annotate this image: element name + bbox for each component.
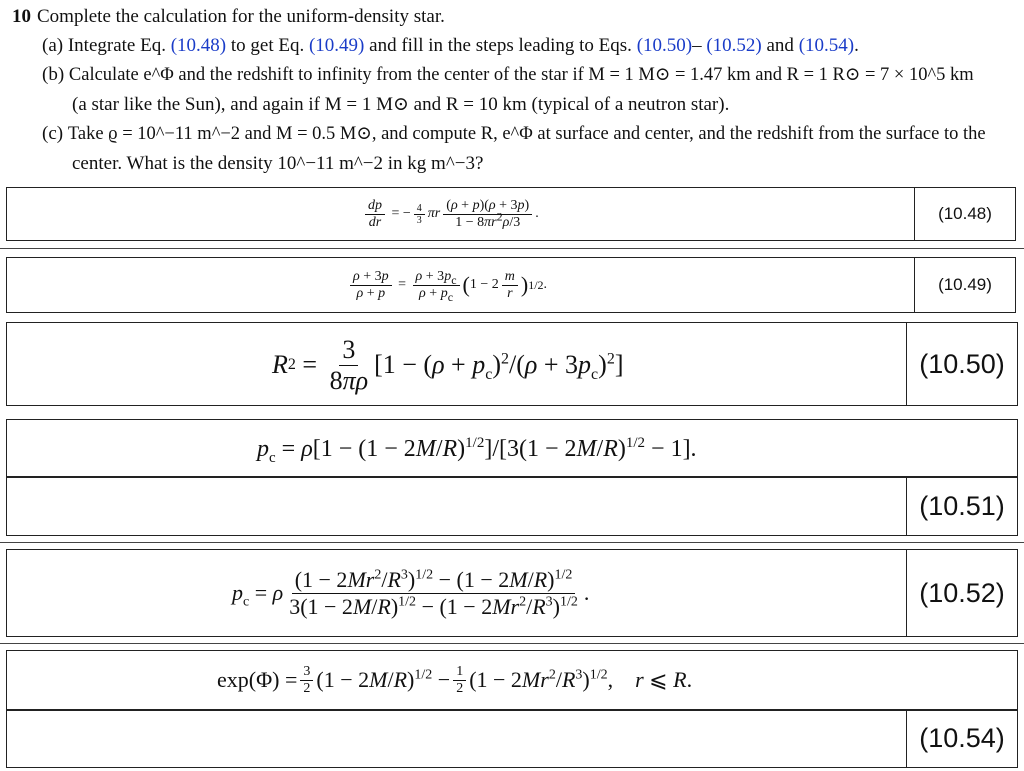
divider: [0, 643, 1024, 644]
part-a-text: .: [854, 35, 859, 56]
eq-ref-10-52[interactable]: (10.52): [706, 35, 762, 56]
part-a-text: Integrate Eq.: [67, 35, 171, 56]
eq-ref-10-50[interactable]: (10.50): [636, 35, 693, 56]
part-b-line1: Calculate e^Φ and the redshift to infinity from the center of the star if M = 1 M⊙ = 1.47 km and R = 1 R⊙ = 7 × 10^5 km: [68, 65, 974, 85]
equation-number: (10.50): [906, 323, 1017, 405]
equation-10-54: exp(Φ) = $\frac{3}{2}$ $(1 - 2M/R)^{1/2}$ − $\frac{1}{2}$ $(1 - 2Mr^2/R^3)^{1/2}$, r ⩽ R.: [217, 663, 693, 696]
equation-10-52: $p_c = \rho$ $\frac{(1 - 2Mr^2/R^3)^{1/2} - (1 - 2M/R)^{1/2}}{3(1 - 2M/R)^{1/2} - (1 - 2Mr^2/R^3)^{1/2}}$ .: [232, 566, 590, 619]
equation-number: (10.52): [906, 550, 1017, 636]
equation-box-10-50: [6, 322, 1018, 406]
problem-statement: [12, 2, 1017, 178]
problem-title-line: [12, 2, 1017, 31]
equation-10-48: $\frac{dp}{dr}$ = − $\frac{4}{3}$ πr $\frac{(\rho + p)(\rho + 3p)}{1 - 8\pi r^2\rho/3}$ .: [362, 190, 539, 238]
part-b-line2: (a star like the Sun), and again if M = 1 M⊙ and R = 10 km (typical of a neutron star).: [72, 94, 730, 115]
part-c: [12, 119, 1017, 149]
eq-ref-10-54[interactable]: (10.54): [798, 35, 855, 56]
part-b: [12, 60, 1017, 90]
part-a-label: (a): [42, 35, 64, 56]
equation-box-10-52: [6, 549, 1018, 637]
equation-box-10-51: [6, 419, 1018, 536]
part-a-text: and: [761, 35, 799, 56]
divider: [0, 542, 1024, 543]
part-c-label: (c): [42, 123, 64, 144]
equation-box-10-54: [6, 650, 1018, 768]
part-a-text: –: [692, 35, 707, 56]
equation-10-49: $\frac{\rho + 3p}{\rho + p}$ = $\frac{\rho + 3p_c}{\rho + p_c}$ ( 1 − 2 $\frac{m}{r}$ ) 1/2 .: [347, 260, 547, 310]
equation-box-10-48: [6, 187, 1016, 241]
part-b-label: (b): [42, 64, 65, 85]
eq-ref-10-48[interactable]: (10.48): [170, 35, 227, 56]
problem-title: Complete the calculation for the uniform-density star.: [37, 6, 445, 27]
equation-row-divider: [7, 476, 1017, 478]
divider: [0, 248, 1024, 249]
eq-ref-10-49[interactable]: (10.49): [308, 35, 365, 56]
equation-number: (10.48): [914, 188, 1015, 240]
equation-10-51: $p_c = \rho[1 - (1 - 2M/R)^{1/2}]/[3(1 - 2M/R)^{1/2} - 1]$.: [257, 434, 697, 466]
equation-box-10-49: [6, 257, 1016, 313]
part-a: [12, 31, 1017, 60]
part-c-line2: center. What is the density 10^−11 m^−2 in kg m^−3?: [72, 153, 484, 174]
part-a-text: and fill in the steps leading to Eqs.: [364, 35, 637, 56]
part-a-text: to get Eq.: [226, 35, 309, 56]
equation-number: (10.49): [914, 258, 1015, 312]
equation-number: (10.54): [906, 710, 1017, 767]
problem-number: 10: [12, 6, 31, 27]
part-c-line1: Take ϱ = 10^−11 m^−2 and M = 0.5 M⊙, and compute R, e^Φ at surface and center, and the redshift from the surface to the: [67, 124, 986, 144]
equation-row-divider: [7, 709, 1017, 711]
equation-10-50: R 2 = $\frac{3}{8\pi\rho}$ $[1 - (\rho + p_c)^2/(\rho + 3p_c)^2]$: [272, 334, 624, 395]
equation-number: (10.51): [906, 477, 1017, 535]
